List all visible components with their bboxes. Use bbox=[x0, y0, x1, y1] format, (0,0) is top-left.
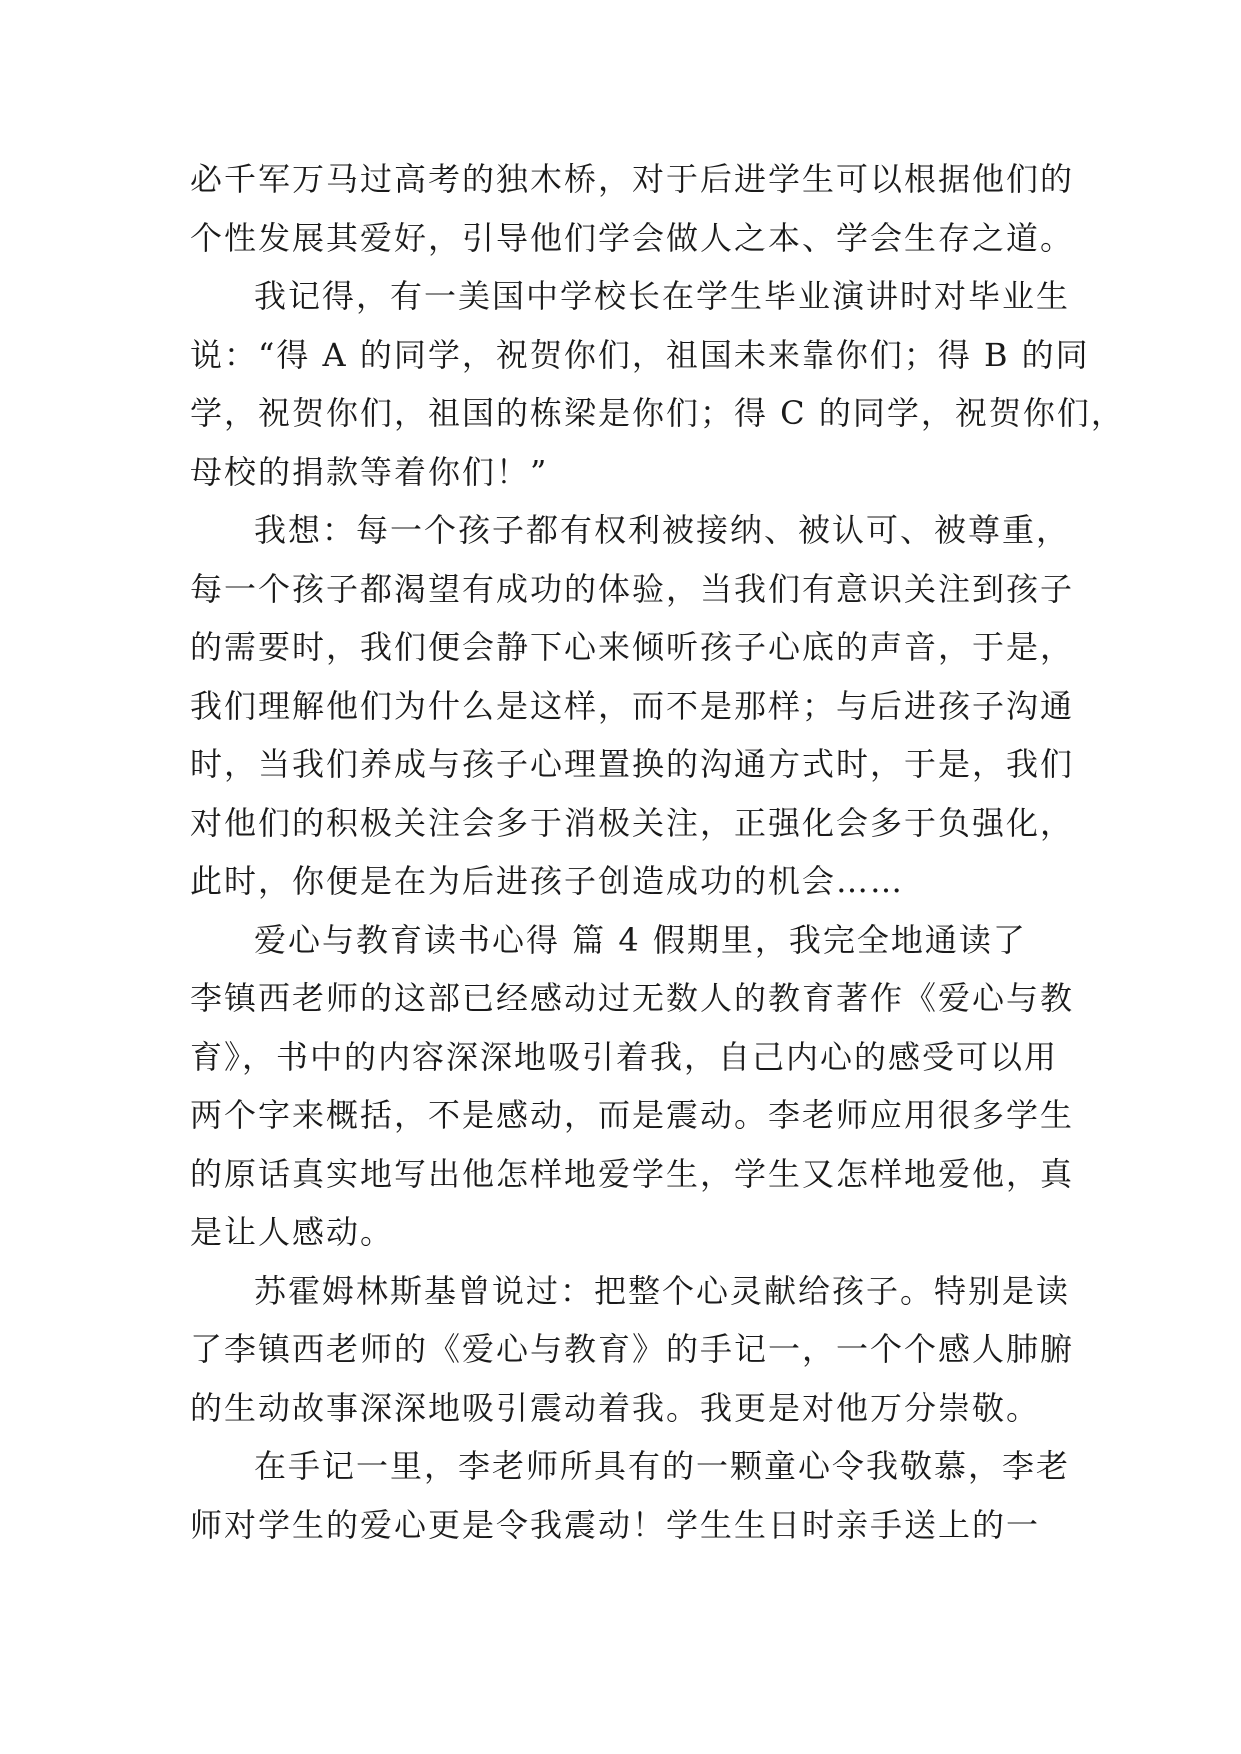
paragraph-line: 在手记一里，李老师所具有的一颗童心令我敬慕，李老 bbox=[254, 1447, 1071, 1485]
paragraph-line: 说：“得 A 的同学，祝贺你们，祖国未来靠你们；得 B 的同 bbox=[190, 335, 1090, 374]
paragraph-line: 我们理解他们为什么是这样，而不是那样；与后进孩子沟通 bbox=[190, 686, 1075, 725]
section-heading-line: 爱心与教育读书心得 篇 4 假期里，我完全地通读了 bbox=[254, 920, 1027, 959]
paragraph-line: 了李镇西老师的《爱心与教育》的手记一，一个个感人肺腑 bbox=[190, 1330, 1075, 1368]
paragraph-line: 师对学生的爱心更是令我震动！学生生日时亲手送上的一 bbox=[190, 1505, 1041, 1544]
paragraph-line: 时，当我们养成与孩子心理置换的沟通方式时，于是，我们 bbox=[190, 745, 1075, 783]
paragraph-line: 的原话真实地写出他怎样地爱学生，学生又怎样地爱他，真 bbox=[190, 1154, 1075, 1193]
paragraph-line: 我记得，有一美国中学校长在学生毕业演讲时对毕业生 bbox=[254, 277, 1071, 315]
paragraph-line: 的需要时，我们便会静下心来倾听孩子心底的声音，于是， bbox=[190, 628, 1075, 666]
paragraph-1 bbox=[190, 150, 1075, 267]
paragraph-line: 的生动故事深深地吸引震动着我。我更是对他万分崇敬。 bbox=[190, 1388, 1041, 1427]
paragraph-line: 苏霍姆林斯基曾说过：把整个心灵献给孩子。特别是读 bbox=[254, 1271, 1071, 1310]
paragraph-line: 此时，你便是在为后进孩子创造成功的机会…… bbox=[190, 862, 905, 900]
paragraph-line: 学，祝贺你们，祖国的栋梁是你们；得 C 的同学，祝贺你们， bbox=[190, 394, 1125, 432]
paragraph-line: 育》，书中的内容深深地吸引着我，自己内心的感受可以用 bbox=[190, 1037, 1059, 1076]
paragraph-line: 对他们的积极关注会多于消极关注，正强化会多于负强化， bbox=[190, 803, 1075, 842]
paragraph-line: 两个字来概括，不是感动，而是震动。李老师应用很多学生 bbox=[190, 1096, 1075, 1134]
paragraph-line: 必千军万马过高考的独木桥，对于后进学生可以根据他们的 bbox=[190, 160, 1075, 198]
paragraph-line: 是让人感动。 bbox=[190, 1213, 395, 1251]
paragraph-5 bbox=[190, 1262, 1075, 1438]
paragraph-line: 我想：每一个孩子都有权利被接纳、被认可、被尊重， bbox=[254, 511, 1071, 549]
paragraph-line: 每一个孩子都渴望有成功的体验，当我们有意识关注到孩子 bbox=[190, 569, 1075, 608]
paragraph-3 bbox=[190, 501, 1075, 911]
document-body bbox=[190, 150, 1125, 1554]
paragraph-2 bbox=[190, 267, 1125, 501]
paragraph-line: 母校的捐款等着你们！” bbox=[190, 452, 549, 491]
paragraph-line: 李镇西老师的这部已经感动过无数人的教育著作《爱心与教 bbox=[190, 979, 1075, 1017]
paragraph-4 bbox=[190, 911, 1075, 1262]
paragraph-line: 个性发展其爱好，引导他们学会做人之本、学会生存之道。 bbox=[190, 218, 1075, 257]
paragraph-6 bbox=[190, 1437, 1070, 1554]
